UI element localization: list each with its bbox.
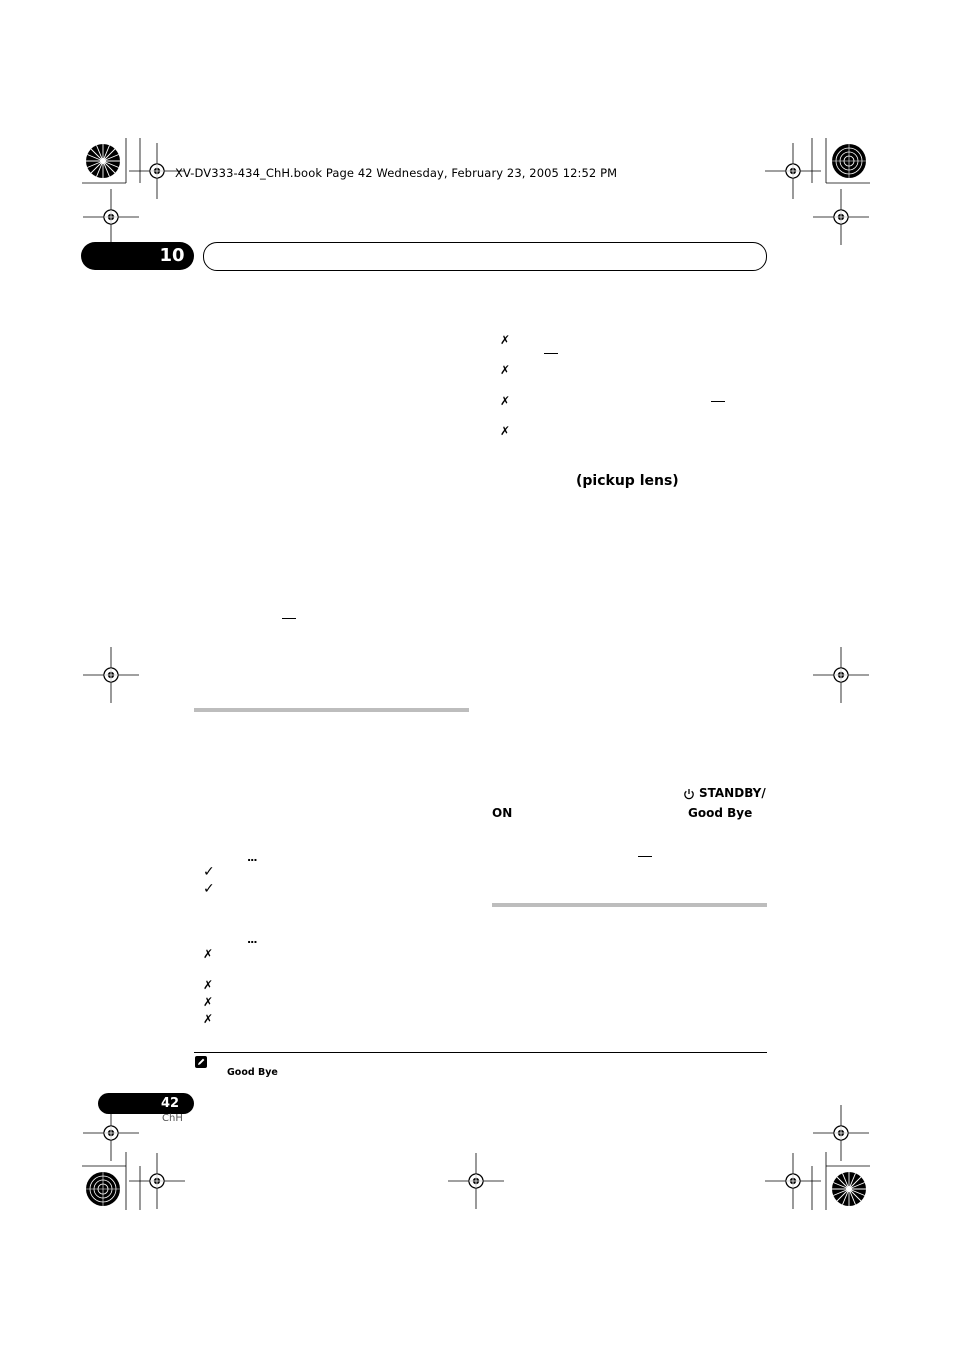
chapter-title-bar [203, 242, 767, 271]
standby-label: STANDBY/ [699, 786, 766, 800]
note-icon [195, 1056, 207, 1068]
footnote-rule [194, 1052, 767, 1053]
page-number: 42 [160, 1096, 180, 1111]
power-icon [683, 788, 695, 800]
cross-mark: ✗ [203, 947, 214, 961]
cross-list-intro: ... [247, 933, 257, 946]
cross-mark: ✗ [500, 394, 511, 408]
cross-mark: ✗ [203, 995, 214, 1009]
check-mark: ✓ [203, 881, 215, 897]
footnote-good-bye: Good Bye [227, 1067, 278, 1078]
em-dash [638, 856, 652, 857]
em-dash [282, 618, 296, 619]
cross-mark: ✗ [500, 363, 511, 377]
pickup-lens-heading: (pickup lens) [576, 473, 679, 489]
section-divider [194, 708, 469, 712]
check-list-intro: ... [247, 851, 257, 864]
cross-mark: ✗ [500, 424, 511, 438]
book-info-header: XV-DV333-434_ChH.book Page 42 Wednesday, February 23, 2005 12:52 PM [175, 166, 618, 180]
chapter-number: 10 [159, 245, 185, 266]
section-divider [492, 903, 767, 907]
em-dash [544, 353, 558, 354]
cross-mark: ✗ [203, 1012, 214, 1026]
on-label: ON [492, 806, 513, 820]
cross-mark: ✗ [203, 978, 214, 992]
good-bye-label: Good Bye [688, 806, 753, 820]
language-code: ChH [162, 1113, 183, 1124]
cross-mark: ✗ [500, 333, 511, 347]
check-mark: ✓ [203, 864, 215, 880]
em-dash [711, 401, 725, 402]
